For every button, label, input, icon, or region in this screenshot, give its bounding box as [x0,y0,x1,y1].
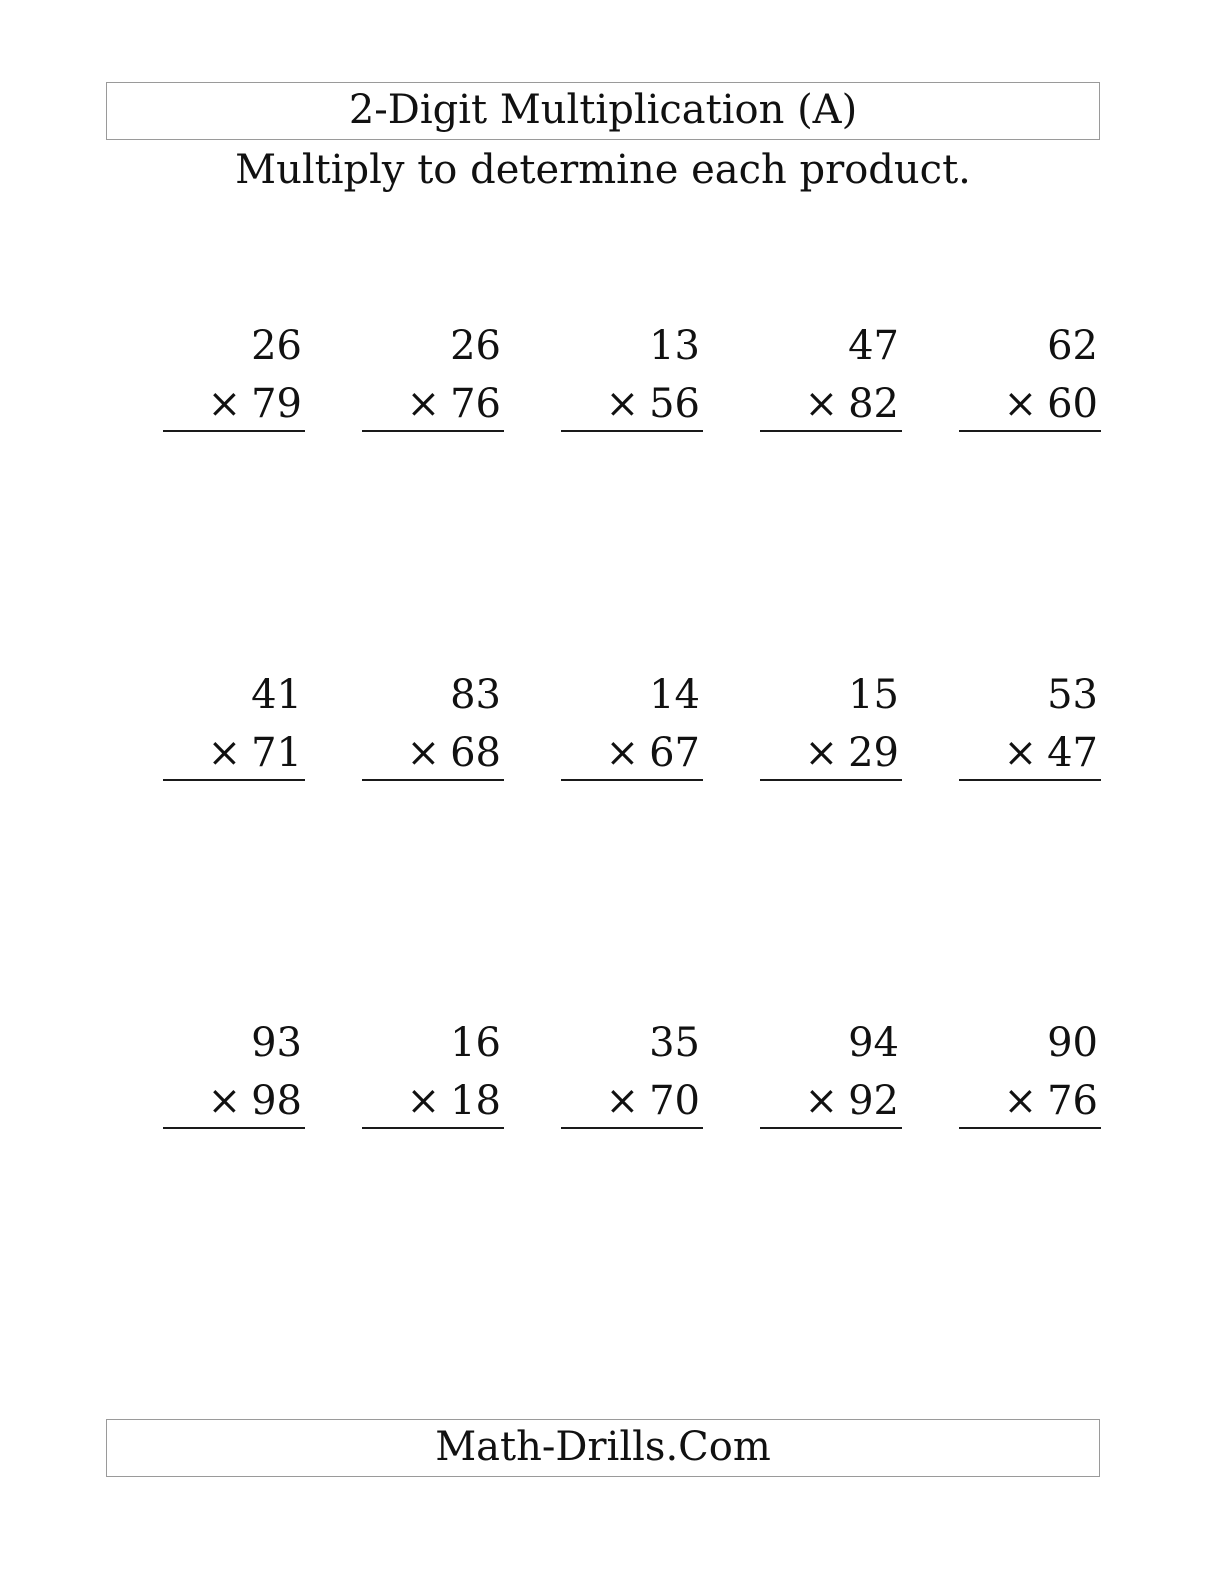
multiplicand: 53 [1047,672,1098,718]
multiplicand: 14 [649,672,700,718]
multiplier: 98 [251,1078,302,1124]
multiplier: 56 [649,381,700,427]
multiplier-row [606,730,700,776]
answer-line [561,430,703,432]
multiplier-row [208,730,302,776]
problem-10 [959,672,1101,792]
multiplier: 76 [1047,1078,1098,1124]
multiplier-row [805,381,899,427]
problem-3 [561,323,703,443]
times-sign: × [406,381,441,427]
multiplicand: 35 [649,1020,700,1066]
multiplier: 82 [848,381,899,427]
multiplicand: 62 [1047,323,1098,369]
times-sign: × [207,730,242,776]
answer-line [163,779,305,781]
problem-8 [561,672,703,792]
multiplier-row [208,1078,302,1124]
problem-14 [760,1020,902,1140]
multiplier-row [805,730,899,776]
times-sign: × [1003,730,1038,776]
multiplicand: 90 [1047,1020,1098,1066]
multiplicand: 93 [251,1020,302,1066]
multiplier-row [1004,730,1098,776]
times-sign: × [406,730,441,776]
answer-line [959,430,1101,432]
times-sign: × [804,730,839,776]
multiplicand: 15 [848,672,899,718]
problem-5 [959,323,1101,443]
multiplicand: 16 [450,1020,501,1066]
answer-line [760,430,902,432]
problem-6 [163,672,305,792]
answer-line [362,779,504,781]
problem-1 [163,323,305,443]
answer-line [163,1127,305,1129]
multiplier-row [606,1078,700,1124]
problem-13 [561,1020,703,1140]
times-sign: × [804,381,839,427]
multiplicand: 13 [649,323,700,369]
times-sign: × [207,1078,242,1124]
multiplier: 60 [1047,381,1098,427]
answer-line [760,1127,902,1129]
answer-line [561,779,703,781]
times-sign: × [605,1078,640,1124]
multiplier-row [805,1078,899,1124]
worksheet-title: 2-Digit Multiplication (A) [348,87,858,133]
multiplicand: 26 [450,323,501,369]
multiplier-row [1004,1078,1098,1124]
answer-line [561,1127,703,1129]
multiplier-row [208,381,302,427]
multiplier: 47 [1047,730,1098,776]
multiplier: 79 [251,381,302,427]
multiplier: 71 [251,730,302,776]
multiplier: 92 [848,1078,899,1124]
multiplier: 29 [848,730,899,776]
multiplier: 70 [649,1078,700,1124]
problem-11 [163,1020,305,1140]
instructions: Multiply to determine each product. [235,147,971,193]
times-sign: × [1003,1078,1038,1124]
footer-box [106,1419,1100,1477]
problem-7 [362,672,504,792]
multiplicand: 41 [251,672,302,718]
multiplier-row [407,1078,501,1124]
multiplier-row [407,730,501,776]
problem-4 [760,323,902,443]
multiplier: 68 [450,730,501,776]
problem-2 [362,323,504,443]
times-sign: × [804,1078,839,1124]
answer-line [362,430,504,432]
multiplicand: 94 [848,1020,899,1066]
answer-line [163,430,305,432]
multiplier: 76 [450,381,501,427]
multiplier-row [407,381,501,427]
times-sign: × [605,730,640,776]
multiplier: 67 [649,730,700,776]
multiplier-row [606,381,700,427]
site-name: Math-Drills.Com [435,1424,771,1470]
times-sign: × [605,381,640,427]
multiplier: 18 [450,1078,501,1124]
answer-line [959,779,1101,781]
times-sign: × [207,381,242,427]
multiplicand: 26 [251,323,302,369]
answer-line [760,779,902,781]
problem-15 [959,1020,1101,1140]
problem-9 [760,672,902,792]
problem-12 [362,1020,504,1140]
multiplier-row [1004,381,1098,427]
answer-line [362,1127,504,1129]
times-sign: × [406,1078,441,1124]
multiplicand: 47 [848,323,899,369]
answer-line [959,1127,1101,1129]
multiplicand: 83 [450,672,501,718]
times-sign: × [1003,381,1038,427]
